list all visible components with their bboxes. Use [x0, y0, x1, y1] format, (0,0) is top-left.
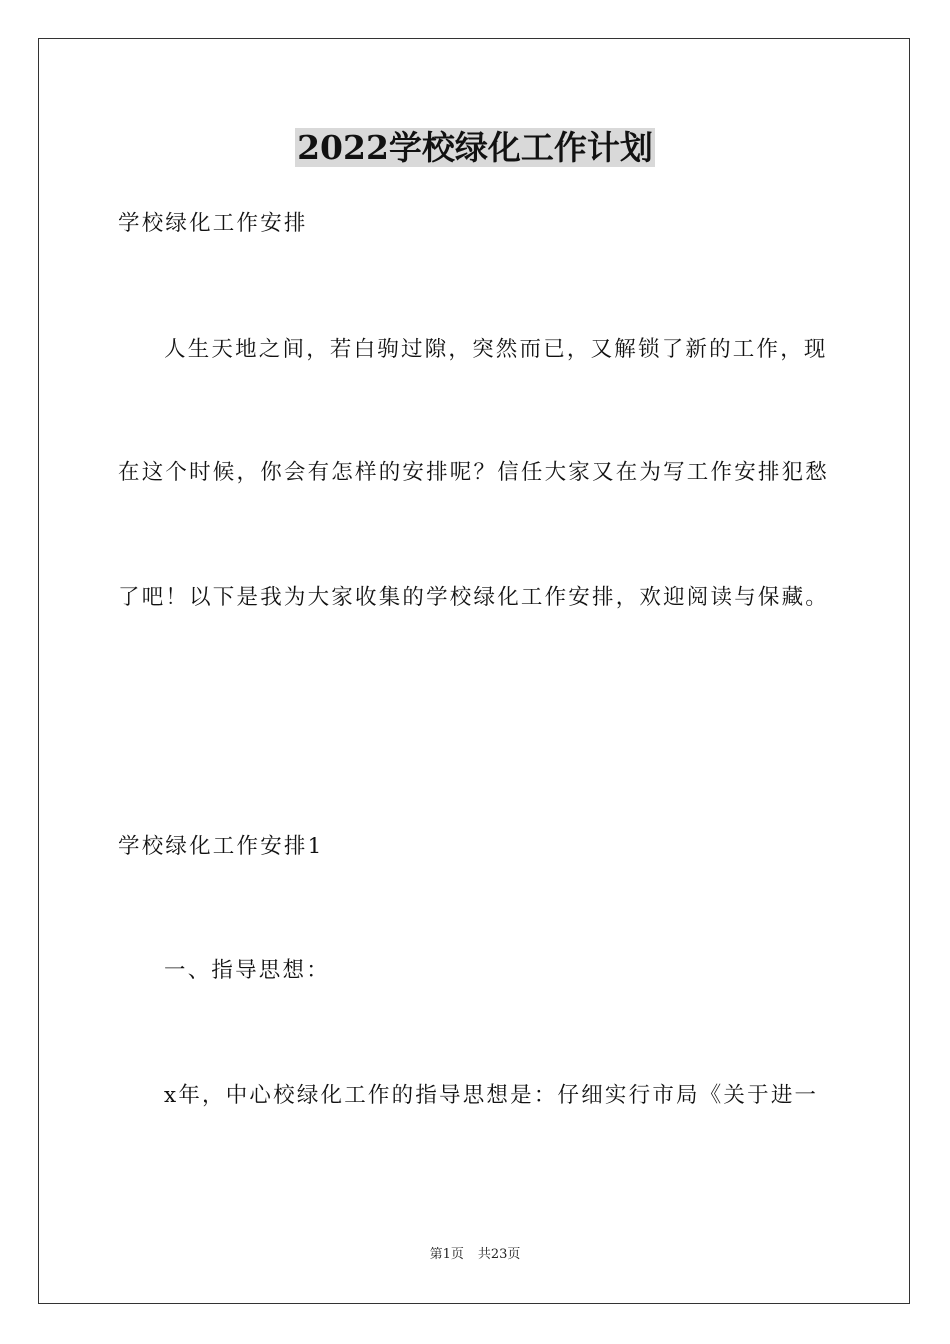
page-number-current: 第1页: [429, 1247, 464, 1262]
page-number-total: 共23页: [477, 1247, 521, 1262]
document-title-text: 2022学校绿化工作计划: [297, 128, 653, 167]
document-title: [0, 128, 950, 168]
subtitle-line: 学校绿化工作安排: [118, 211, 308, 236]
paragraph-line: x年，中心校绿化工作的指导思想是：仔细实行市局《关于进一: [164, 1083, 819, 1108]
subsection-heading: 一、指导思想：: [164, 958, 330, 983]
paragraph-line: 人生天地之间，若白驹过隙，突然而已，又解锁了新的工作，现: [164, 337, 828, 362]
section-heading: 学校绿化工作安排1: [118, 834, 324, 859]
paragraph-line: 了吧！以下是我为大家收集的学校绿化工作安排，欢迎阅读与保藏。: [118, 585, 830, 610]
paragraph-line: 在这个时候，你会有怎样的安排呢？信任大家又在为写工作安排犯愁: [118, 460, 830, 485]
page-footer: [0, 1246, 950, 1264]
